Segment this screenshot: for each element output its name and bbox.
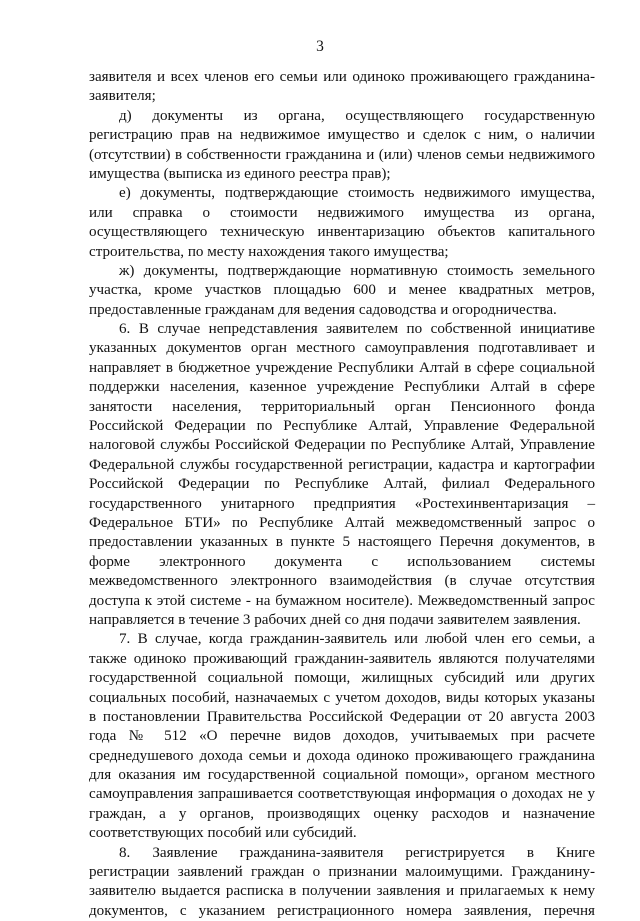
text-line: 8. Заявление гражданина-заявителя регистрируется в Книге [119,844,595,861]
text-line: года № 512 «О перечне видов доходов, учитываемых при расчете [89,728,595,745]
text-line: поддержки населения, казенное учреждение Республики Алтай в сфере [89,379,595,396]
text-line: также одиноко проживающий гражданин-заявитель являются получателями [89,650,595,667]
text-line: направляет в бюджетное учреждение Республики Алтай в сфере социальной [89,359,595,376]
text-line: или справка о стоимости недвижимого имущества из органа, [89,204,595,221]
text-line: доступа к этой системе - на бумажном носителе). Межведомственный запрос [89,592,595,609]
text-line: строительства, по месту нахождения такого имущества; [89,243,449,260]
text-line: ж) документы, подтверждающие нормативную стоимость земельного [119,262,595,279]
text-line: соответствующих пособий или субсидий. [89,825,357,842]
text-line: 6. В случае непредставления заявителем по собственной инициативе [119,321,595,338]
text-line: заявителю выдается расписка в получении заявления и прилагаемых к нему [89,883,595,900]
text-line: занятости населения, территориальный орган Пенсионного фонда [89,398,595,415]
text-line: граждан, а у органов, производящих оценку расходов и назначение [89,805,595,822]
text-line: предоставлении указанных в пункте 5 настоящего Перечня документов, в [89,534,595,551]
text-line: предоставленные гражданам для ведения садоводства и огородничества. [89,301,557,318]
text-line: Российской Федерации по Республике Алтай, Управление Федеральной [89,418,595,435]
text-line: е) документы, подтверждающие стоимость недвижимого имущества, [119,185,595,202]
text-line: Федеральное БТИ» по Республике Алтай межведомственный запрос о [89,514,595,531]
text-line: регистрацию прав на недвижимое имущество и сделок с ним, о наличии [89,127,595,144]
text-line: социальных пособий, назначаемых с учетом доходов, виды которых указаны [89,689,595,706]
text-line: государственной социальной помощи, жилищных субсидий или других [89,670,595,687]
text-line: налоговой службы Российской Федерации по Республике Алтай, Управление [89,437,595,454]
text-line: Федеральной службы государственной регистрации, кадастра и картографии [89,456,595,473]
text-line: для оказания им государственной социальной помощи», органом местного [89,767,595,784]
text-line: участка, кроме участков площадью 600 и менее квадратных метров, [89,282,595,299]
text-line: среднедушевого дохода семьи и дохода одиноко проживающего гражданина [89,747,595,764]
text-line: межведомственного электронного взаимодействия (в случае отсутствия [89,573,595,590]
text-line: документов, с указанием регистрационного номера заявления, перечня [89,902,595,919]
text-line: государственного унитарного предприятия «Ростехинвентаризация – [89,495,595,512]
text-line: д) документы из органа, осуществляющего государственную [119,107,595,124]
text-line: Российской Федерации по Республике Алтай, филиал Федерального [89,476,595,493]
text-line: регистрации заявлений граждан о признании малоимущими. Гражданину- [89,864,595,881]
text-line: (отсутствии) в собственности гражданина и (или) членов семьи недвижимого [89,146,595,163]
text-line: указанных документов орган местного самоуправления подготавливает и [89,340,595,357]
text-line: в постановлении Правительства Российской Федерации от 20 августа 2003 [89,708,595,725]
text-line: форме электронного документа с использованием системы [89,553,595,570]
text-line: самоуправления запрашивается соответствующая информация о доходах не у [89,786,595,803]
text-line: 7. В случае, когда гражданин-заявитель или любой член его семьи, а [119,631,595,648]
text-line: имущества (выписка из единого реестра прав); [89,165,391,182]
page-number: 3 [316,38,324,55]
text-line: заявителя; [89,88,156,105]
text-line: заявителя и всех членов его семьи или одиноко проживающего гражданина- [89,69,595,85]
text-line: осуществляющего техническую инвентаризацию объектов капитального [89,224,595,241]
text-line: направляется в течение 3 рабочих дней со дня подачи заявителем заявления. [89,611,581,628]
document-body [89,68,595,921]
